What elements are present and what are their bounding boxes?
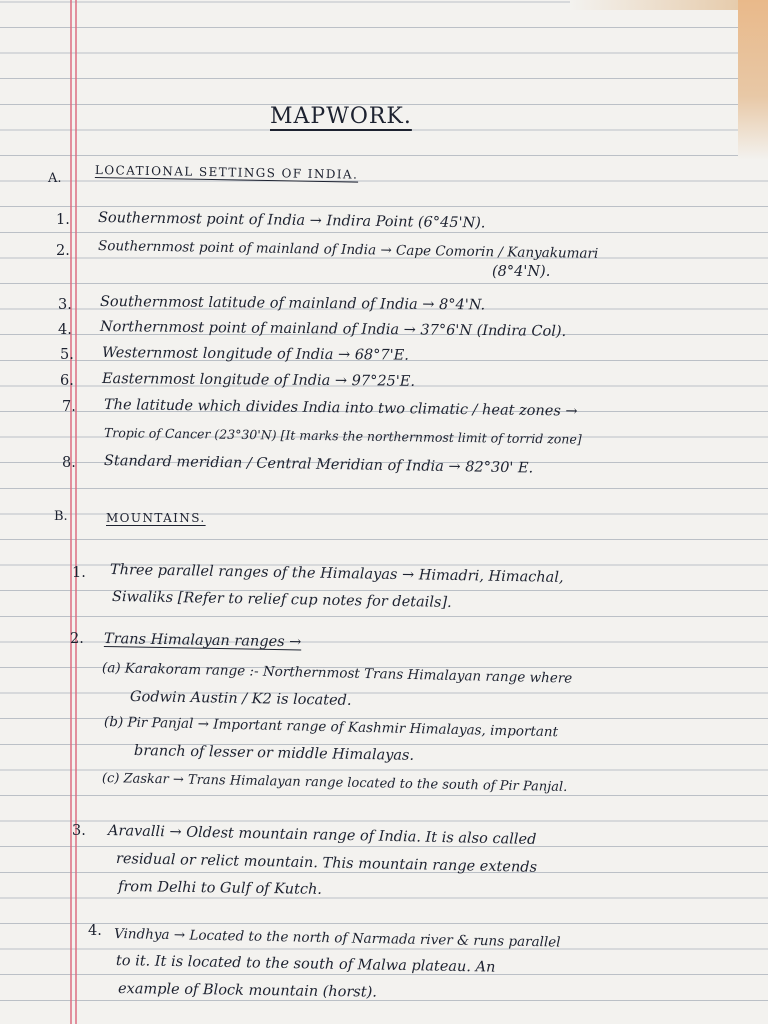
list-item: Aravalli → Oldest mountain range of India. It is also called xyxy=(107,823,537,848)
section-letter: A. xyxy=(48,171,62,186)
page-title: MAPWORK. xyxy=(270,104,412,129)
list-subitem: (b) Pir Panjal → Important range of Kashmir Himalayas, important xyxy=(103,714,559,741)
item-number: 8. xyxy=(62,455,76,471)
list-item-continuation: example of Block mountain (horst). xyxy=(117,981,378,1001)
list-item: Southernmost point of mainland of India → Cape Comorin / Kanyakumari xyxy=(97,238,599,262)
list-subitem-continuation: Godwin Austin / K2 is located. xyxy=(129,689,352,709)
list-item: Vindhya → Located to the north of Narmada river & runs parallel xyxy=(113,926,561,951)
list-item-continuation: Tropic of Cancer (23°30'N) [It marks the northernmost limit of torrid zone] xyxy=(103,425,582,447)
list-item-continuation: Siwaliks [Refer to relief cup notes for details]. xyxy=(111,589,452,611)
list-item: Three parallel ranges of the Himalayas → Himadri, Himachal, xyxy=(109,562,564,586)
section-heading: MOUNTAINS. xyxy=(106,511,206,525)
page-edge-shadow xyxy=(738,0,768,160)
section-letter: B. xyxy=(54,509,68,524)
item-number: 3. xyxy=(58,297,72,313)
list-item: Southernmost latitude of mainland of India → 8°4'N. xyxy=(99,294,486,314)
margin-line xyxy=(75,0,77,1024)
section-heading: LOCATIONAL SETTINGS OF INDIA. xyxy=(94,163,359,182)
list-item-continuation: (8°4'N). xyxy=(492,264,551,280)
item-number: 7. xyxy=(62,399,76,415)
item-number: 5. xyxy=(60,347,74,363)
list-item-continuation: to it. It is located to the south of Malwa plateau. An xyxy=(115,953,496,976)
list-item-continuation: from Delhi to Gulf of Kutch. xyxy=(117,879,323,898)
item-number: 4. xyxy=(58,322,72,338)
list-item: Westernmost longitude of India → 68°7'E. xyxy=(101,345,409,364)
item-number: 3. xyxy=(72,823,86,839)
item-number: 4. xyxy=(88,923,102,939)
item-number: 2. xyxy=(70,631,84,647)
list-subitem: (a) Karakoram range :- Northernmost Trans Himalayan range where xyxy=(101,660,573,687)
item-number: 1. xyxy=(72,565,86,581)
margin-line xyxy=(70,0,72,1024)
list-item: Standard meridian / Central Meridian of India → 82°30' E. xyxy=(103,453,534,477)
list-item: Trans Himalayan ranges → xyxy=(103,631,302,651)
item-number: 2. xyxy=(56,243,70,259)
list-item: Easternmost longitude of India → 97°25'E. xyxy=(101,371,416,390)
item-number: 1. xyxy=(56,212,70,228)
list-item: The latitude which divides India into two climatic / heat zones → xyxy=(103,397,578,420)
item-number: 6. xyxy=(60,373,74,389)
list-subitem-continuation: branch of lesser or middle Himalayas. xyxy=(133,743,415,764)
list-item-continuation: residual or relict mountain. This mountain range extends xyxy=(115,851,538,876)
list-item: Southernmost point of India → Indira Point (6°45'N). xyxy=(97,210,486,232)
list-subitem: (c) Zaskar → Trans Himalayan range located to the south of Pir Panjal. xyxy=(101,771,568,795)
list-item: Northernmost point of mainland of India → 37°6'N (Indira Col). xyxy=(99,319,567,340)
